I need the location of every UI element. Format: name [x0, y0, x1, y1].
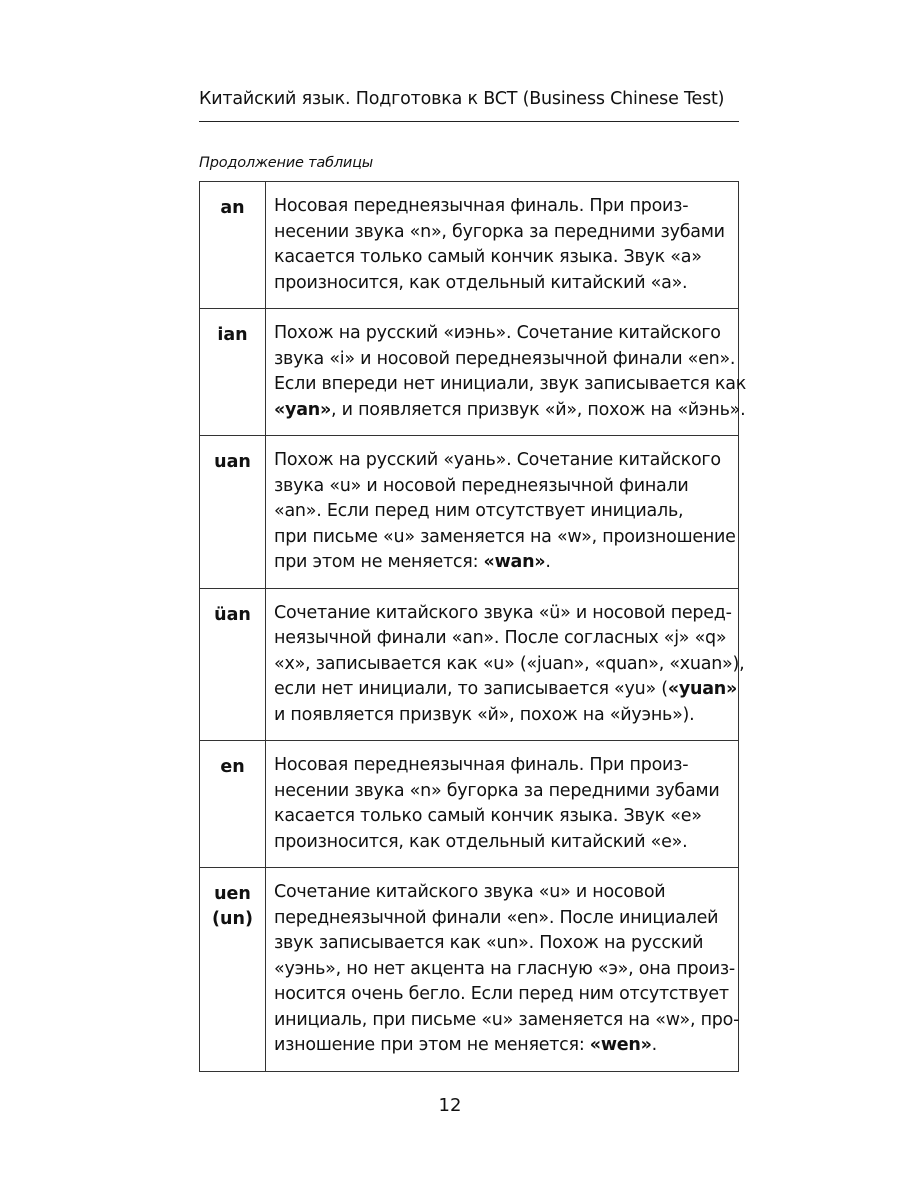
- description-fragment: .: [651, 1035, 657, 1055]
- description-cell: [266, 309, 747, 436]
- final-label: üan: [214, 604, 251, 625]
- description-line: [274, 550, 732, 576]
- table-row: [200, 436, 739, 589]
- final-label: en: [220, 757, 245, 777]
- description-fragment: , и появляется призвук «й», похож на «йэнь».: [331, 399, 746, 420]
- description-line: несении звука «n», бугорка за передними зубами: [274, 221, 725, 242]
- final-cell: [200, 588, 266, 741]
- pinyin-bold: «wan»: [483, 552, 546, 572]
- description-line: Похож на русский «уань». Сочетание китайского: [274, 450, 721, 470]
- description-line: звука «u» и носовой переднеязычной финали: [274, 475, 689, 496]
- description-line: произносится, как отдельный китайский «a».: [274, 272, 688, 293]
- description-cell: [266, 182, 739, 309]
- table-row: [200, 309, 739, 436]
- description-line: неязычной финали «an». После согласных «j» «q»: [274, 628, 727, 648]
- description-line: «an». Если перед ним отсутствует инициаль,: [274, 501, 684, 521]
- description-line: несении звука «n» бугорка за передними зубами: [274, 780, 720, 801]
- pinyin-bold: «yan»: [274, 399, 332, 420]
- description-cell: [266, 436, 739, 589]
- final-cell: [200, 741, 266, 868]
- table-row: [200, 868, 739, 1072]
- pinyin-bold: «yuan»: [667, 679, 738, 699]
- description-line: Похож на русский «иэнь». Сочетание китайского: [274, 323, 721, 343]
- table-row: [200, 182, 739, 309]
- description-cell: [266, 868, 739, 1072]
- description-line: звук записывается как «un». Похож на русский: [274, 933, 704, 953]
- description-line: Если впереди нет инициали, звук записывается как: [274, 374, 747, 394]
- description-fragment: при этом не меняется:: [274, 552, 484, 572]
- finals-table: [199, 181, 747, 1072]
- description-line: [274, 1033, 732, 1059]
- table-row: [200, 741, 739, 868]
- description-line: звука «i» и носовой переднеязычной финали «en».: [274, 348, 736, 369]
- final-cell: [200, 436, 266, 589]
- description-line: при письме «u» заменяется на «w», произношение: [274, 526, 736, 547]
- description-line: [274, 398, 746, 424]
- description-line: инициаль, при письме «u» заменяется на «w», про-: [274, 1009, 740, 1030]
- running-title: Китайский язык. Подготовка к BCT (Business Chinese Test): [199, 89, 725, 109]
- page-number: 12: [438, 1095, 462, 1116]
- pinyin-bold: «wen»: [589, 1035, 652, 1055]
- description-line: [274, 677, 738, 703]
- description-line: касается только самый кончик языка. Звук «a»: [274, 247, 702, 267]
- description-line: Носовая переднеязычная финаль. При произ-: [274, 755, 689, 775]
- description-fragment: если нет инициали, то записывается «yu» (: [274, 679, 668, 699]
- description-line: произносится, как отдельный китайский «e».: [274, 831, 688, 852]
- description-line: Носовая переднеязычная финаль. При произ-: [274, 196, 689, 216]
- description-cell: [266, 588, 745, 741]
- table-continuation-label: Продолжение таблицы: [199, 155, 374, 171]
- description-fragment: изношение при этом не меняется:: [274, 1035, 590, 1055]
- final-label: an: [220, 198, 245, 218]
- final-label: ian: [217, 325, 248, 345]
- final-cell: [200, 309, 266, 436]
- final-alt-label: (un): [212, 909, 253, 929]
- table-row: [200, 588, 739, 741]
- description-line: носится очень бегло. Если перед ним отсутствует: [274, 984, 729, 1004]
- description-cell: [266, 741, 739, 868]
- description-line: «x», записывается как «u» («juan», «quan», «xuan»),: [274, 653, 745, 674]
- description-line: и появляется призвук «й», похож на «йуэнь»).: [274, 704, 695, 725]
- final-cell: [200, 182, 266, 309]
- description-line: переднеязычной финали «en». После инициалей: [274, 907, 719, 928]
- description-line: Сочетание китайского звука «u» и носовой: [274, 882, 666, 902]
- description-line: Сочетание китайского звука «ü» и носовой перед-: [274, 602, 732, 623]
- header-rule: [199, 121, 739, 122]
- final-label: uen: [214, 884, 251, 904]
- description-line: касается только самый кончик языка. Звук «e»: [274, 806, 702, 826]
- description-fragment: .: [545, 552, 551, 572]
- final-cell: [200, 868, 266, 1072]
- final-label: uan: [214, 452, 251, 472]
- description-line: «уэнь», но нет акцента на гласную «э», она произ-: [274, 958, 735, 979]
